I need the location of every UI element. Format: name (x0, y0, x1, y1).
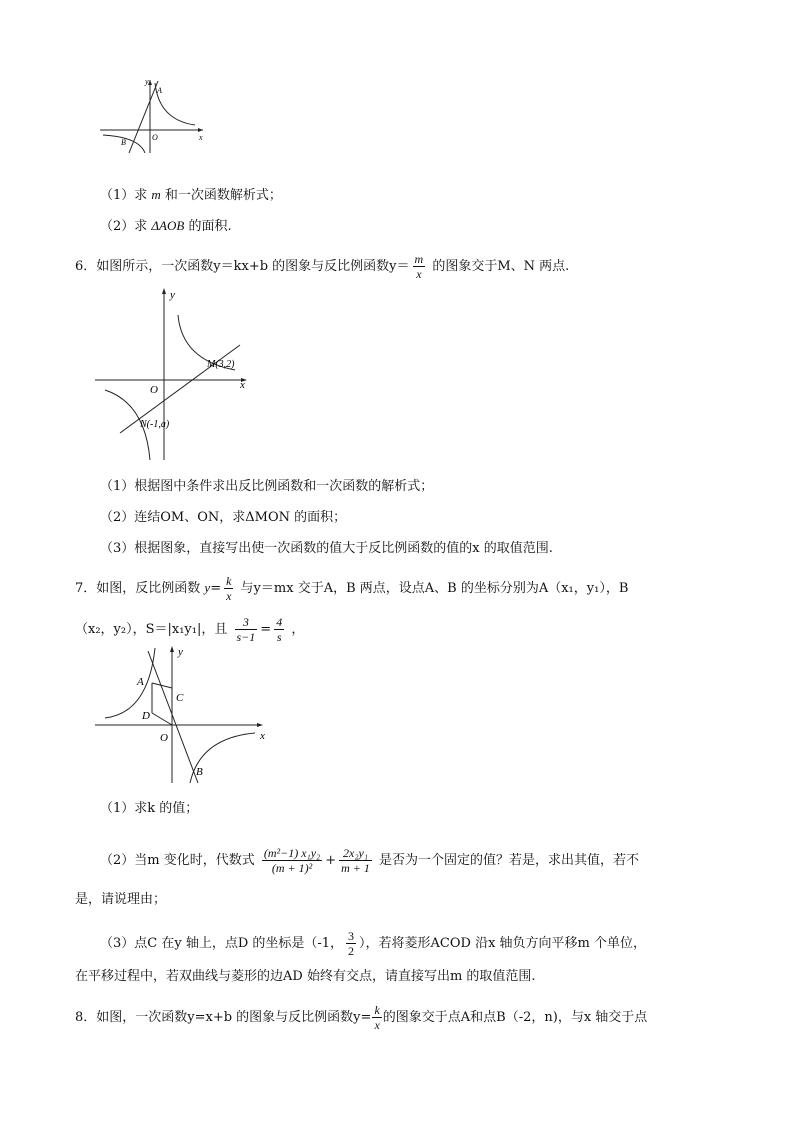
text: ），若将菱形ACOD 沿x 轴负方向平移m 个单位， (359, 936, 647, 951)
fraction-4-over-s (274, 615, 284, 644)
point-b-label: B (196, 766, 203, 778)
q6-stem (75, 252, 569, 281)
math-equals: = (260, 622, 272, 637)
q5-part1 (100, 186, 282, 205)
point-m-label: M(3,2) (207, 359, 235, 370)
numerator: k (374, 1003, 380, 1017)
fraction-k-over-x (224, 574, 233, 603)
math-m: m (151, 187, 161, 202)
math-equals: = (210, 581, 222, 596)
denominator: x (226, 589, 232, 603)
q6-part3: （3）根据图象，直接写出使一次函数的值大于反比例函数的值的x 的取值范围. (100, 541, 553, 556)
x-label: x (199, 133, 203, 142)
numerator: 2x₂y₁ (339, 846, 372, 861)
point-c-label: C (176, 692, 184, 704)
point-b-label: B (121, 138, 126, 147)
q7-part1: （1）求k 的值； (100, 801, 199, 816)
q7-stem (75, 574, 628, 603)
denominator: x (416, 267, 422, 281)
numerator: 3 (235, 615, 258, 630)
text: 7．如图，反比例函数 (75, 581, 205, 596)
math-aob: ΔAOB (151, 218, 185, 233)
denominator: s (276, 630, 282, 644)
y-label: y (178, 646, 183, 658)
denominator: 2 (348, 944, 355, 958)
fraction-expression-2 (339, 846, 372, 875)
numerator: 4 (276, 615, 283, 629)
point-a-label: A (157, 86, 162, 95)
q7-part3-cont: 在平移过程中，若双曲线与菱形的边AD 始终有交点，请直接写出m 的取值范围. (75, 969, 536, 984)
text: 是否为一个固定的值？若是，求出其值，若不 (374, 853, 640, 868)
text: （2）当m 变化时，代数式 (100, 853, 259, 868)
fraction-3-over-2 (346, 929, 356, 958)
hyperbola-branch-1 (105, 648, 155, 718)
point-n-label: N(-1,a) (140, 419, 170, 430)
denominator: s−1 (236, 630, 256, 644)
q5-part2 (100, 217, 232, 236)
x-label: x (240, 379, 245, 391)
x-axis-arrow (257, 723, 263, 727)
line-y-equals-mx (148, 651, 198, 783)
fraction-3-over-s-minus-1 (235, 615, 258, 644)
denominator: x (374, 1018, 380, 1032)
text: （1）求 (100, 188, 152, 203)
text: ， (287, 622, 305, 637)
figure-q6-graph (90, 285, 255, 465)
text: （x₂，y₂），S＝|x₁y₁|，且 (75, 622, 232, 637)
text: 6．如图所示，一次函数y＝kx+b 的图象与反比例函数y＝ (75, 259, 410, 274)
q7-part2 (100, 846, 639, 875)
origin-label: O (152, 133, 158, 142)
fraction-m-over-x (413, 252, 426, 281)
x-axis-arrow (198, 128, 203, 132)
q6-part1: （1）根据图中条件求出反比例函数和一次函数的解析式； (100, 479, 434, 494)
text: 和一次函数解析式； (160, 188, 282, 203)
point-a-label: A (137, 676, 144, 688)
text: 8．如图，一次函数y=x+b 的图象与反比例函数y= (75, 1010, 372, 1025)
figure-q5-graph (95, 75, 210, 155)
math-y: y (204, 580, 211, 595)
q7-part2-cont: 是，请说理由； (75, 892, 167, 907)
figure-q7-graph (90, 643, 275, 788)
y-label: y (170, 289, 175, 301)
linear-function-line (129, 81, 158, 153)
point-d-label: D (142, 710, 150, 722)
origin-label: O (150, 384, 158, 396)
x-label: x (260, 730, 265, 742)
text: 的图象交于M、N 两点. (428, 259, 570, 274)
fraction-k-over-x (372, 1003, 381, 1032)
math-plus: + (325, 853, 337, 868)
y-axis-arrow (170, 646, 174, 652)
text: 与y＝mx 交于A，B 两点，设点A、B 的坐标分别为A（x₁，y₁），B (236, 581, 629, 596)
numerator: (m²−1) x₁y₂ (263, 846, 321, 860)
q7-part3 (100, 929, 646, 958)
numerator: m (414, 252, 424, 266)
fraction-expression-1 (262, 846, 322, 875)
q6-part2: （2）连结OM、ON，求ΔMON 的面积； (100, 510, 347, 525)
denominator: m + 1 (341, 861, 370, 875)
text: （2）求 (100, 219, 152, 234)
origin-label: O (160, 732, 168, 744)
denominator: (m + 1)² (271, 861, 313, 875)
rhombus-side-do (152, 713, 172, 725)
y-axis-arrow (148, 80, 152, 85)
text: 的面积. (184, 219, 232, 234)
text: 的图象交于点A和点B（-2，n)，与x 轴交于点 (382, 1010, 648, 1025)
y-label: y (145, 77, 149, 86)
y-axis-arrow (162, 288, 166, 294)
numerator: k (226, 574, 232, 588)
q7-stem-line2 (75, 615, 304, 644)
numerator: 3 (348, 929, 355, 943)
q8-stem (75, 1003, 647, 1032)
text: （3）点C 在y 轴上，点D 的坐标是（-1， (100, 936, 344, 951)
